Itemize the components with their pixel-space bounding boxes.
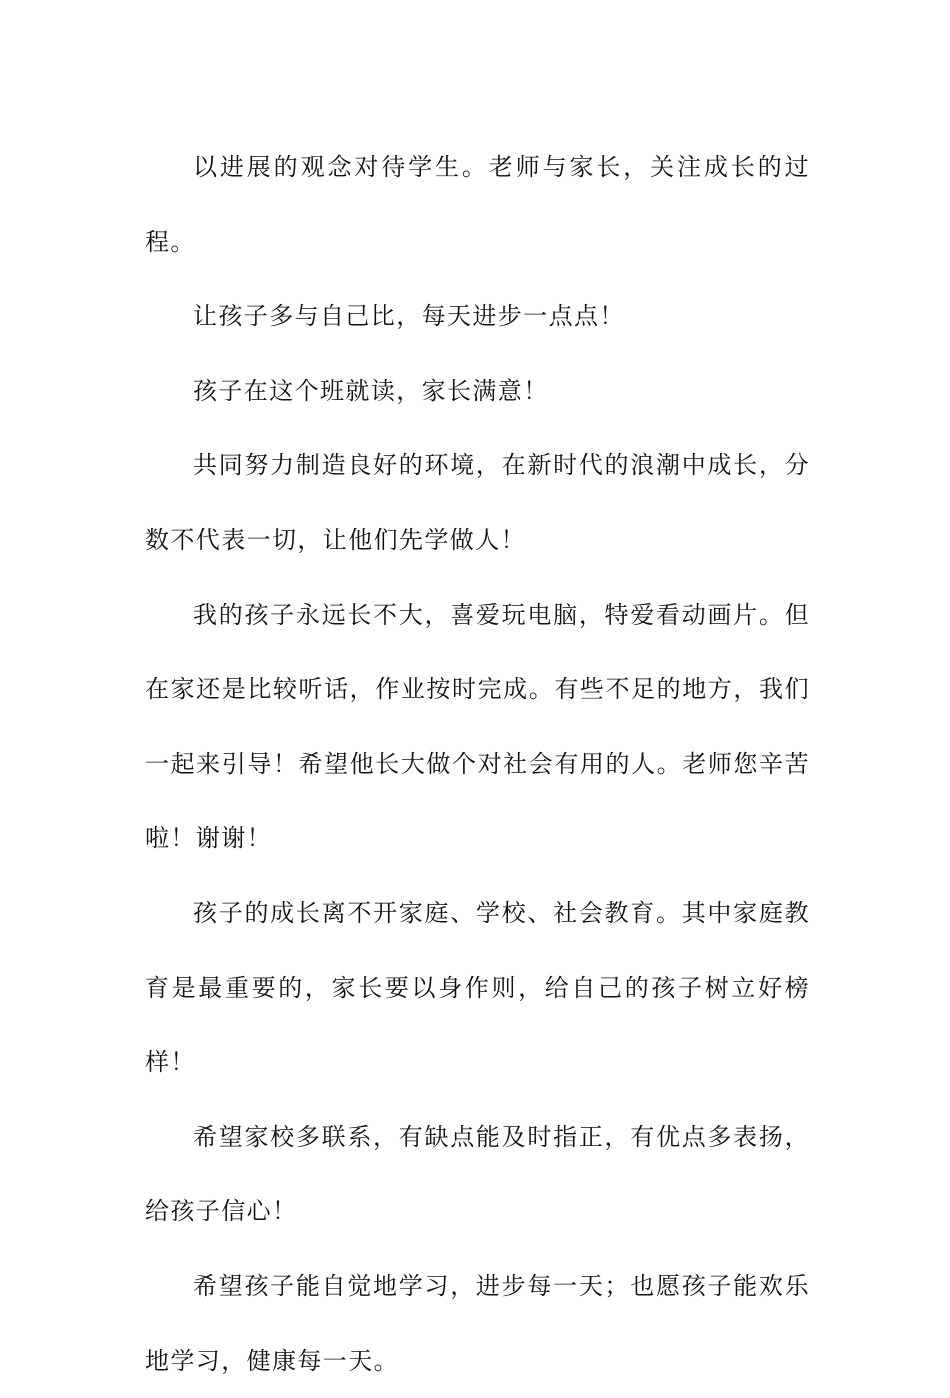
paragraph: 共同努力制造良好的环境，在新时代的浪潮中成长，分数不代表一切，让他们先学做人！	[145, 451, 810, 554]
paragraph: 希望家校多联系，有缺点能及时指正，有优点多表扬，给孩子信心！	[145, 1122, 810, 1226]
paragraph: 以进展的观念对待学生。老师与家长，关注成长的过程。	[145, 153, 810, 256]
paragraph: 孩子在这个班就读，家长满意！	[193, 376, 549, 405]
document-body	[145, 130, 810, 1398]
paragraph: 希望孩子能自觉地学习，进步每一天；也愿孩子能欢乐地学习，健康每一天。	[145, 1271, 810, 1375]
paragraph: 让孩子多与自己比，每天进步一点点！	[193, 302, 625, 331]
paragraph: 我的孩子永远长不大，喜爱玩电脑，特爱看动画片。但在家还是比较听话，作业按时完成。有些不足的地方，我们一起来引导！希望他长大做个对社会有用的人。老师您辛苦啦！谢谢！	[145, 600, 810, 853]
paragraph: 孩子的成长离不开家庭、学校、社会教育。其中家庭教育是最重要的，家长要以身作则，给自己的孩子树立好榜样！	[145, 898, 810, 1077]
